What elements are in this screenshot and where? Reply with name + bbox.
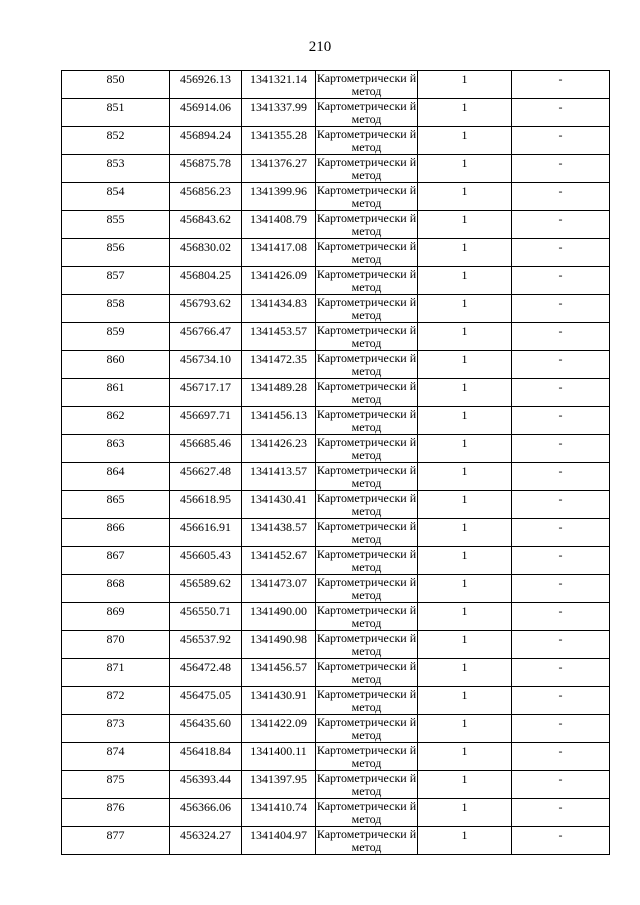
precision-cell: 1: [418, 435, 512, 463]
note-cell: -: [512, 267, 610, 295]
method-cell: [316, 379, 418, 407]
x-coordinate-cell: 456875.78: [170, 155, 242, 183]
note-cell: -: [512, 799, 610, 827]
method-cell: [316, 519, 418, 547]
precision-cell: 1: [418, 827, 512, 855]
point-number-cell: 876: [62, 799, 170, 827]
method-text: Картометрически й метод: [316, 155, 417, 182]
method-text: Картометрически й метод: [316, 687, 417, 714]
precision-cell: 1: [418, 323, 512, 351]
table-row: [62, 659, 610, 687]
method-text: Картометрически й метод: [316, 631, 417, 658]
note-cell: -: [512, 295, 610, 323]
precision-cell: 1: [418, 99, 512, 127]
note-cell: -: [512, 603, 610, 631]
y-coordinate-cell: 1341489.28: [242, 379, 316, 407]
x-coordinate-cell: 456550.71: [170, 603, 242, 631]
precision-cell: 1: [418, 575, 512, 603]
table-row: [62, 239, 610, 267]
precision-cell: 1: [418, 519, 512, 547]
x-coordinate-cell: 456926.13: [170, 71, 242, 99]
y-coordinate-cell: 1341410.74: [242, 799, 316, 827]
method-cell: [316, 687, 418, 715]
note-cell: -: [512, 183, 610, 211]
x-coordinate-cell: 456843.62: [170, 211, 242, 239]
note-cell: -: [512, 715, 610, 743]
x-coordinate-cell: 456475.05: [170, 687, 242, 715]
x-coordinate-cell: 456894.24: [170, 127, 242, 155]
table-row: [62, 407, 610, 435]
y-coordinate-cell: 1341426.09: [242, 267, 316, 295]
method-text: Картометрически й метод: [316, 351, 417, 378]
x-coordinate-cell: 456472.48: [170, 659, 242, 687]
point-number-cell: 852: [62, 127, 170, 155]
table-row: [62, 827, 610, 855]
note-cell: -: [512, 575, 610, 603]
method-text: Картометрически й метод: [316, 743, 417, 770]
table-row: [62, 379, 610, 407]
note-cell: -: [512, 463, 610, 491]
method-text: Картометрически й метод: [316, 99, 417, 126]
method-text: Картометрически й метод: [316, 491, 417, 518]
precision-cell: 1: [418, 211, 512, 239]
table-row: [62, 183, 610, 211]
precision-cell: 1: [418, 491, 512, 519]
table-row: [62, 603, 610, 631]
table-row: [62, 631, 610, 659]
point-number-cell: 874: [62, 743, 170, 771]
point-number-cell: 869: [62, 603, 170, 631]
table-row: [62, 687, 610, 715]
coordinates-table: [61, 70, 610, 855]
note-cell: -: [512, 519, 610, 547]
x-coordinate-cell: 456618.95: [170, 491, 242, 519]
x-coordinate-cell: 456537.92: [170, 631, 242, 659]
method-text: Картометрически й метод: [316, 435, 417, 462]
note-cell: -: [512, 323, 610, 351]
precision-cell: 1: [418, 379, 512, 407]
point-number-cell: 865: [62, 491, 170, 519]
note-cell: -: [512, 155, 610, 183]
y-coordinate-cell: 1341434.83: [242, 295, 316, 323]
precision-cell: 1: [418, 687, 512, 715]
note-cell: -: [512, 379, 610, 407]
y-coordinate-cell: 1341473.07: [242, 575, 316, 603]
precision-cell: 1: [418, 547, 512, 575]
note-cell: -: [512, 743, 610, 771]
x-coordinate-cell: 456324.27: [170, 827, 242, 855]
note-cell: -: [512, 351, 610, 379]
method-cell: [316, 323, 418, 351]
table-row: [62, 211, 610, 239]
method-cell: [316, 183, 418, 211]
method-text: Картометрически й метод: [316, 771, 417, 798]
x-coordinate-cell: 456616.91: [170, 519, 242, 547]
method-cell: [316, 99, 418, 127]
method-cell: [316, 491, 418, 519]
point-number-cell: 856: [62, 239, 170, 267]
method-text: Картометрически й метод: [316, 519, 417, 546]
x-coordinate-cell: 456697.71: [170, 407, 242, 435]
point-number-cell: 875: [62, 771, 170, 799]
precision-cell: 1: [418, 71, 512, 99]
table-row: [62, 155, 610, 183]
table-row: [62, 491, 610, 519]
precision-cell: 1: [418, 603, 512, 631]
precision-cell: 1: [418, 715, 512, 743]
method-cell: [316, 267, 418, 295]
point-number-cell: 859: [62, 323, 170, 351]
table-row: [62, 267, 610, 295]
x-coordinate-cell: 456830.02: [170, 239, 242, 267]
point-number-cell: 857: [62, 267, 170, 295]
precision-cell: 1: [418, 463, 512, 491]
y-coordinate-cell: 1341430.91: [242, 687, 316, 715]
x-coordinate-cell: 456366.06: [170, 799, 242, 827]
note-cell: -: [512, 71, 610, 99]
method-cell: [316, 435, 418, 463]
method-text: Картометрически й метод: [316, 183, 417, 210]
point-number-cell: 853: [62, 155, 170, 183]
point-number-cell: 854: [62, 183, 170, 211]
note-cell: -: [512, 239, 610, 267]
method-text: Картометрически й метод: [316, 463, 417, 490]
point-number-cell: 873: [62, 715, 170, 743]
point-number-cell: 871: [62, 659, 170, 687]
x-coordinate-cell: 456793.62: [170, 295, 242, 323]
precision-cell: 1: [418, 295, 512, 323]
method-cell: [316, 575, 418, 603]
x-coordinate-cell: 456627.48: [170, 463, 242, 491]
note-cell: -: [512, 491, 610, 519]
coordinates-table-body: [62, 71, 610, 855]
note-cell: -: [512, 631, 610, 659]
y-coordinate-cell: 1341397.95: [242, 771, 316, 799]
x-coordinate-cell: 456914.06: [170, 99, 242, 127]
table-row: [62, 323, 610, 351]
x-coordinate-cell: 456605.43: [170, 547, 242, 575]
point-number-cell: 850: [62, 71, 170, 99]
point-number-cell: 862: [62, 407, 170, 435]
table-row: [62, 519, 610, 547]
method-cell: [316, 71, 418, 99]
point-number-cell: 861: [62, 379, 170, 407]
method-cell: [316, 603, 418, 631]
x-coordinate-cell: 456804.25: [170, 267, 242, 295]
x-coordinate-cell: 456856.23: [170, 183, 242, 211]
method-cell: [316, 715, 418, 743]
method-text: Картометрически й метод: [316, 827, 417, 854]
table-row: [62, 463, 610, 491]
note-cell: -: [512, 771, 610, 799]
point-number-cell: 877: [62, 827, 170, 855]
point-number-cell: 855: [62, 211, 170, 239]
x-coordinate-cell: 456393.44: [170, 771, 242, 799]
precision-cell: 1: [418, 155, 512, 183]
y-coordinate-cell: 1341456.13: [242, 407, 316, 435]
y-coordinate-cell: 1341417.08: [242, 239, 316, 267]
y-coordinate-cell: 1341490.00: [242, 603, 316, 631]
precision-cell: 1: [418, 239, 512, 267]
x-coordinate-cell: 456685.46: [170, 435, 242, 463]
note-cell: -: [512, 827, 610, 855]
table-row: [62, 99, 610, 127]
method-text: Картометрически й метод: [316, 239, 417, 266]
precision-cell: 1: [418, 127, 512, 155]
point-number-cell: 866: [62, 519, 170, 547]
table-row: [62, 351, 610, 379]
method-text: Картометрически й метод: [316, 295, 417, 322]
method-text: Картометрически й метод: [316, 799, 417, 826]
y-coordinate-cell: 1341452.67: [242, 547, 316, 575]
method-text: Картометрически й метод: [316, 659, 417, 686]
table-row: [62, 71, 610, 99]
note-cell: -: [512, 435, 610, 463]
precision-cell: 1: [418, 631, 512, 659]
method-cell: [316, 659, 418, 687]
method-text: Картометрически й метод: [316, 603, 417, 630]
y-coordinate-cell: 1341337.99: [242, 99, 316, 127]
precision-cell: 1: [418, 771, 512, 799]
y-coordinate-cell: 1341400.11: [242, 743, 316, 771]
method-cell: [316, 351, 418, 379]
precision-cell: 1: [418, 799, 512, 827]
table-row: [62, 575, 610, 603]
method-cell: [316, 743, 418, 771]
table-row: [62, 799, 610, 827]
point-number-cell: 851: [62, 99, 170, 127]
method-text: Картометрически й метод: [316, 71, 417, 98]
y-coordinate-cell: 1341321.14: [242, 71, 316, 99]
y-coordinate-cell: 1341456.57: [242, 659, 316, 687]
x-coordinate-cell: 456717.17: [170, 379, 242, 407]
method-text: Картометрически й метод: [316, 211, 417, 238]
x-coordinate-cell: 456734.10: [170, 351, 242, 379]
page-number: 210: [308, 39, 332, 55]
method-cell: [316, 407, 418, 435]
table-row: [62, 547, 610, 575]
table-row: [62, 771, 610, 799]
point-number-cell: 858: [62, 295, 170, 323]
y-coordinate-cell: 1341399.96: [242, 183, 316, 211]
y-coordinate-cell: 1341413.57: [242, 463, 316, 491]
table-row: [62, 435, 610, 463]
y-coordinate-cell: 1341404.97: [242, 827, 316, 855]
table-row: [62, 127, 610, 155]
method-text: Картометрически й метод: [316, 379, 417, 406]
x-coordinate-cell: 456418.84: [170, 743, 242, 771]
precision-cell: 1: [418, 659, 512, 687]
method-text: Картометрически й метод: [316, 575, 417, 602]
table-row: [62, 715, 610, 743]
note-cell: -: [512, 211, 610, 239]
note-cell: -: [512, 127, 610, 155]
table-row: [62, 743, 610, 771]
x-coordinate-cell: 456766.47: [170, 323, 242, 351]
note-cell: -: [512, 407, 610, 435]
method-cell: [316, 771, 418, 799]
note-cell: -: [512, 547, 610, 575]
method-cell: [316, 799, 418, 827]
y-coordinate-cell: 1341408.79: [242, 211, 316, 239]
method-text: Картометрически й метод: [316, 127, 417, 154]
x-coordinate-cell: 456589.62: [170, 575, 242, 603]
point-number-cell: 864: [62, 463, 170, 491]
y-coordinate-cell: 1341422.09: [242, 715, 316, 743]
y-coordinate-cell: 1341453.57: [242, 323, 316, 351]
y-coordinate-cell: 1341376.27: [242, 155, 316, 183]
note-cell: -: [512, 687, 610, 715]
method-cell: [316, 239, 418, 267]
method-text: Картометрически й метод: [316, 715, 417, 742]
y-coordinate-cell: 1341438.57: [242, 519, 316, 547]
precision-cell: 1: [418, 267, 512, 295]
y-coordinate-cell: 1341355.28: [242, 127, 316, 155]
point-number-cell: 870: [62, 631, 170, 659]
method-cell: [316, 155, 418, 183]
y-coordinate-cell: 1341472.35: [242, 351, 316, 379]
point-number-cell: 867: [62, 547, 170, 575]
method-text: Картометрически й метод: [316, 547, 417, 574]
point-number-cell: 872: [62, 687, 170, 715]
precision-cell: 1: [418, 183, 512, 211]
precision-cell: 1: [418, 743, 512, 771]
y-coordinate-cell: 1341430.41: [242, 491, 316, 519]
method-cell: [316, 127, 418, 155]
note-cell: -: [512, 659, 610, 687]
x-coordinate-cell: 456435.60: [170, 715, 242, 743]
method-cell: [316, 631, 418, 659]
method-text: Картометрически й метод: [316, 407, 417, 434]
note-cell: -: [512, 99, 610, 127]
table-row: [62, 295, 610, 323]
method-cell: [316, 827, 418, 855]
point-number-cell: 860: [62, 351, 170, 379]
point-number-cell: 863: [62, 435, 170, 463]
method-cell: [316, 547, 418, 575]
method-text: Картометрически й метод: [316, 267, 417, 294]
precision-cell: 1: [418, 407, 512, 435]
y-coordinate-cell: 1341490.98: [242, 631, 316, 659]
y-coordinate-cell: 1341426.23: [242, 435, 316, 463]
precision-cell: 1: [418, 351, 512, 379]
point-number-cell: 868: [62, 575, 170, 603]
method-text: Картометрически й метод: [316, 323, 417, 350]
method-cell: [316, 211, 418, 239]
method-cell: [316, 463, 418, 491]
method-cell: [316, 295, 418, 323]
